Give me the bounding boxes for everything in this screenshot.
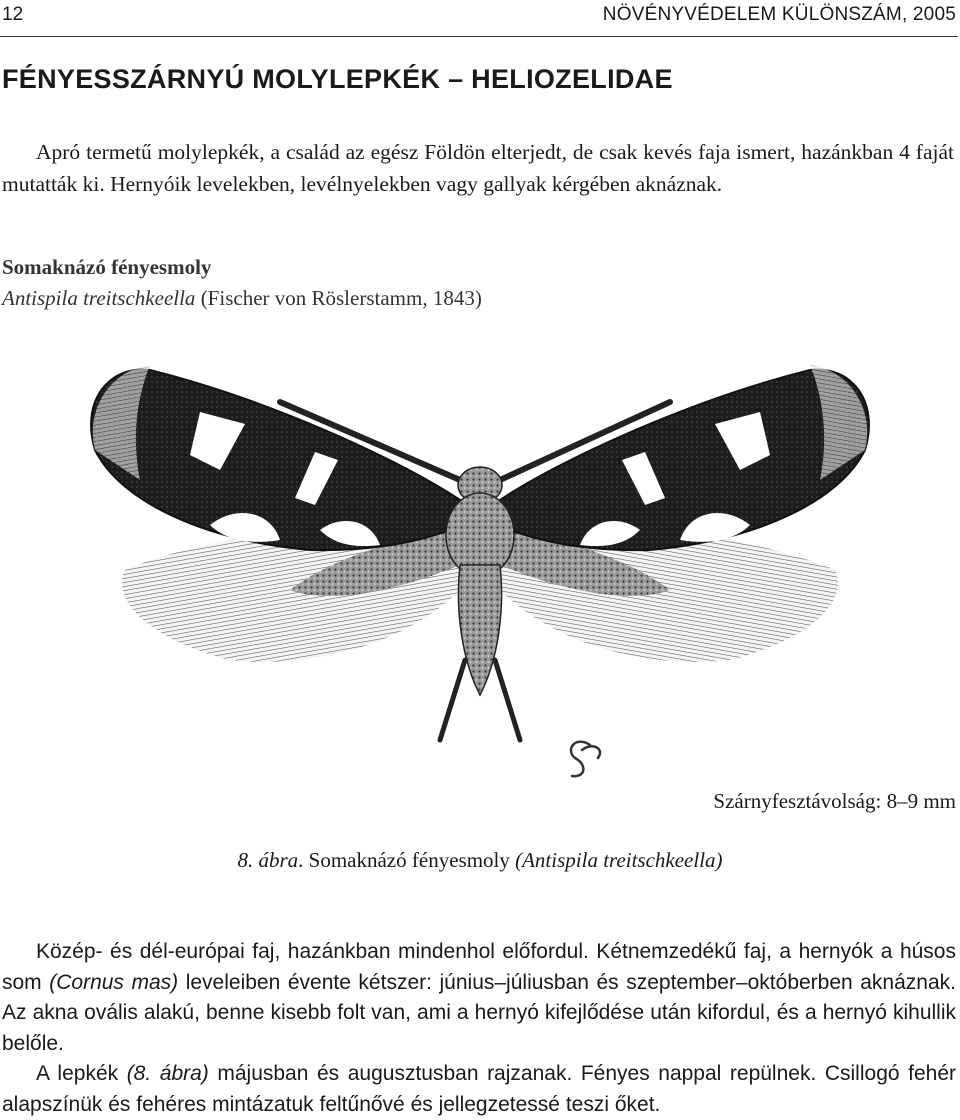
species-authority: (Fischer von Röslerstamm, 1843) bbox=[200, 286, 482, 310]
caption-scientific-name: (Antispila treitschkeella) bbox=[515, 848, 723, 872]
wingspan-note: Szárnyfesztávolság: 8–9 mm bbox=[713, 789, 956, 813]
moth-illustration bbox=[70, 340, 900, 790]
header-rule bbox=[0, 36, 958, 37]
intro-text: Apró termetű molylepkék, a család az egész Földön elterjedt, de csak kevés faja ismert, hazánkban 4 faját mutatták ki. Hernyóik levelekben, levélnyelekben vagy gallyak kérgében aknáznak. bbox=[2, 140, 954, 196]
right-forewing bbox=[498, 370, 869, 551]
figure-label: 8. ábra bbox=[237, 848, 299, 872]
p1-text-b: leveleiben évente kétszer: június–júliusban és szeptember–októberben aknáznak. Az akna ovális alakú, benne kisebb folt van, ami a hernyó kifejlődése után kifordul, és a hernyó kihullik belőle. bbox=[2, 970, 956, 1055]
body-paragraphs bbox=[2, 937, 956, 1120]
running-title: NÖVÉNYVÉDELEM KÜLÖNSZÁM, 2005 bbox=[602, 4, 956, 25]
section-title: FÉNYESSZÁRNYÚ MOLYLEPKÉK – HELIOZELIDAE bbox=[2, 64, 673, 94]
figure-reference: (8. ábra) bbox=[126, 1062, 209, 1085]
species-common-name: Somaknázó fényesmoly bbox=[2, 255, 212, 279]
figure-caption bbox=[0, 848, 960, 873]
artist-signature bbox=[571, 742, 600, 777]
p2-text-b: májusban és augusztusban rajzanak. Fényes nappal repülnek. Csillogó fehér alapszínük és fehéres mintázatuk feltűnővé és jellegzetessé teszi őket. bbox=[2, 1062, 956, 1116]
paragraph-1 bbox=[2, 937, 956, 1059]
moth-abdomen bbox=[458, 565, 501, 695]
page-header bbox=[0, 0, 960, 40]
species-scientific-name: Antispila treitschkeella bbox=[2, 286, 196, 310]
p1-text-a: Közép- és dél-európai faj, hazánkban mindenhol előfordul. Kétnemzedékű faj, a hernyók a húsos som bbox=[2, 940, 956, 994]
caption-text: Somaknázó fényesmoly bbox=[308, 848, 516, 872]
host-plant-name: (Cornus mas) bbox=[49, 970, 179, 994]
paragraph-2 bbox=[2, 1059, 956, 1120]
species-scientific-line bbox=[2, 286, 482, 311]
page-number: 12 bbox=[2, 4, 24, 25]
p2-text-a: A lepkék bbox=[36, 1062, 127, 1085]
caption-separator: . bbox=[298, 848, 309, 872]
intro-paragraph bbox=[2, 136, 954, 200]
